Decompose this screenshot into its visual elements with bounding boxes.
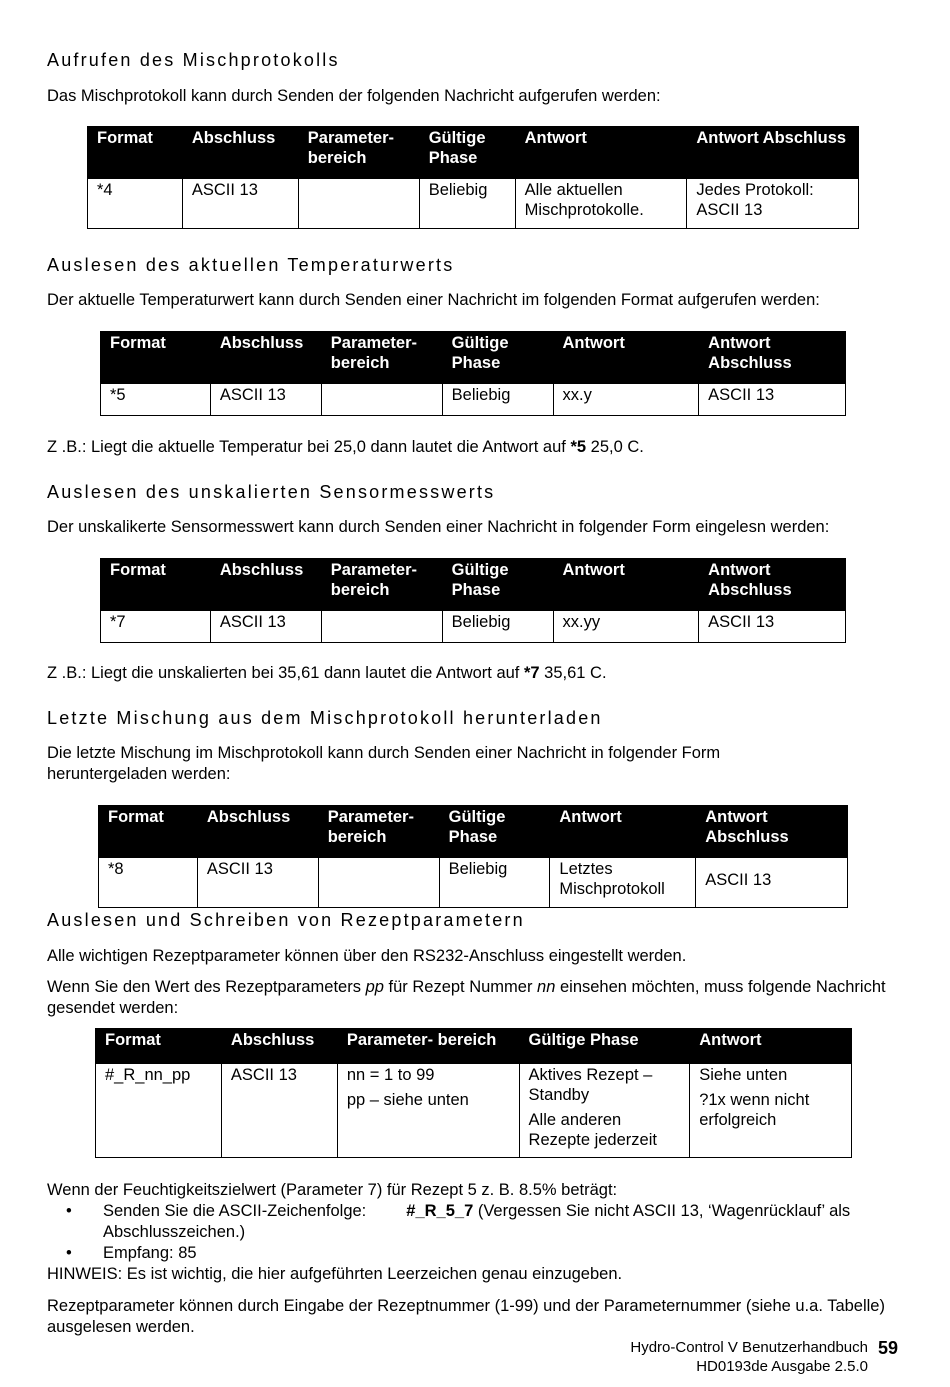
cell-format: *5	[101, 384, 211, 416]
antwort-siehe-unten: Siehe unten	[699, 1066, 788, 1084]
table-header-row	[101, 332, 846, 384]
table-row	[101, 384, 846, 416]
cell-format: *8	[99, 858, 198, 908]
example-command: *7	[523, 664, 540, 682]
footer-manual-title: Hydro-Control V Benutzerhandbuch	[630, 1339, 868, 1356]
cell-abschluss: ASCII 13	[197, 858, 318, 908]
table-header-row	[101, 559, 846, 611]
cell-abschluss: ASCII 13	[210, 384, 321, 416]
cell-parameterbereich	[321, 611, 442, 643]
list-item	[68, 1201, 898, 1243]
cell-antwort: xx.y	[553, 384, 699, 416]
list-item	[68, 1243, 898, 1264]
header-antwort: Antwort	[515, 127, 687, 179]
header-antwort: Antwort	[690, 1029, 852, 1064]
cell-abschluss: ASCII 13	[221, 1064, 337, 1158]
header-antwort-abschluss: Antwort Abschluss	[696, 806, 848, 858]
header-format: Format	[96, 1029, 222, 1064]
phase-andere-rezepte: Alle anderen Rezepte jederzeit	[528, 1111, 657, 1149]
header-abschluss: Abschluss	[221, 1029, 337, 1064]
heading-temperatur: Auslesen des aktuellen Temperaturwerts	[47, 255, 455, 275]
cell-abschluss: ASCII 13	[210, 611, 321, 643]
cell-gueltige-phase: Beliebig	[442, 611, 553, 643]
param-range-nn: nn = 1 to 99	[346, 1066, 435, 1084]
text-part: Wenn Sie den Wert des Rezeptparameters	[47, 978, 366, 996]
hinweis: HINWEIS: Es ist wichtig, die hier aufgeführten Leerzeichen genau einzugeben.	[47, 1265, 623, 1283]
cell-gueltige-phase: Beliebig	[419, 179, 515, 229]
phase-aktives-rezept: Aktives Rezept – Standby	[528, 1066, 653, 1104]
table-row	[96, 1064, 852, 1158]
header-parameterbereich: Parameter-bereich	[321, 559, 442, 611]
cell-antwort: Alle aktuellen Mischprotokolle.	[515, 179, 687, 229]
heading-sensormesswert: Auslesen des unskalierten Sensormesswerts	[47, 482, 496, 502]
example-temperatur	[47, 437, 907, 458]
cell-format: *7	[101, 611, 211, 643]
header-gueltige-phase: Gültige Phase	[419, 127, 515, 179]
intro-sensormesswert: Der unskalikerte Sensormesswert kann durch Senden einer Nachricht in folgender Form eingelesn werden:	[47, 518, 830, 536]
header-format: Format	[88, 127, 183, 179]
param-nn: nn	[537, 978, 556, 996]
header-parameterbereich: Parameter- bereich	[337, 1029, 519, 1064]
table-row	[101, 611, 846, 643]
table-header-row	[88, 127, 859, 179]
bullet-text	[103, 1201, 898, 1243]
example-command: *5	[570, 438, 587, 456]
header-antwort: Antwort	[553, 559, 699, 611]
header-antwort-abschluss: Antwort Abschluss	[699, 559, 846, 611]
table-mischprotokoll	[87, 126, 859, 229]
cell-parameterbereich	[321, 384, 442, 416]
heading-mischprotokoll: Aufrufen des Mischprotokolls	[47, 50, 340, 70]
header-format: Format	[101, 559, 211, 611]
cell-abschluss: ASCII 13	[182, 179, 298, 229]
cell-parameterbereich	[337, 1064, 519, 1158]
antwort-fehler: ?1x wenn nicht erfolgreich	[699, 1091, 810, 1129]
text-part: einsehen möchten, muss folgende Nachricht gesendet werden:	[47, 978, 886, 1017]
paragraph-rezept-auslesen: Rezeptparameter können durch Eingabe der Rezeptnummer (1-99) und der Parameternummer (siehe u.a. Tabelle) ausgelesen werden.	[47, 1297, 885, 1336]
table-letzte-mischung	[98, 805, 848, 908]
table-header-row	[99, 806, 848, 858]
paragraph-rezept-abfrage	[47, 977, 887, 1019]
header-abschluss: Abschluss	[182, 127, 298, 179]
cell-antwort-abschluss: ASCII 13	[699, 384, 846, 416]
bullet-text: Empfang: 85	[103, 1244, 197, 1262]
cell-antwort-abschluss: Jedes Protokoll: ASCII 13	[687, 179, 859, 229]
cell-antwort: Letztes Mischprotokoll	[550, 858, 696, 908]
example-text: Z .B.: Liegt die unskalierten bei 35,61 dann lautet die Antwort auf	[47, 664, 524, 682]
intro-temperatur: Der aktuelle Temperaturwert kann durch Senden einer Nachricht im folgenden Format aufgerufen werden:	[47, 291, 820, 309]
heading-letzte-mischung: Letzte Mischung aus dem Mischprotokoll herunterladen	[47, 708, 603, 728]
header-gueltige-phase: Gültige Phase	[442, 559, 553, 611]
header-abschluss: Abschluss	[210, 559, 321, 611]
table-rezeptparameter	[95, 1028, 852, 1158]
bullet-icon: •	[66, 1202, 72, 1220]
table-sensormesswert	[100, 558, 846, 643]
text-part: (Vergessen Sie nicht ASCII 13, ‘Wagenrücklauf’ als Abschlusszeichen.)	[103, 1202, 851, 1241]
header-format: Format	[101, 332, 211, 384]
cell-gueltige-phase: Beliebig	[439, 858, 550, 908]
example-text: Z .B.: Liegt die aktuelle Temperatur bei 25,0 dann lautet die Antwort auf	[47, 438, 571, 456]
paragraph-rezept-rs232: Alle wichtigen Rezeptparameter können über den RS232-Anschluss eingestellt werden.	[47, 947, 687, 965]
page-number: 59	[878, 1338, 899, 1358]
header-gueltige-phase: Gültige Phase	[519, 1029, 690, 1064]
param-pp: pp	[365, 978, 384, 996]
example-sensormesswert	[47, 663, 907, 684]
paragraph-beispiel: Wenn der Feuchtigkeitszielwert (Parameter 7) für Rezept 5 z. B. 8.5% beträgt:	[47, 1181, 618, 1199]
cell-gueltige-phase: Beliebig	[442, 384, 553, 416]
param-range-pp: pp – siehe unten	[346, 1091, 469, 1109]
header-abschluss: Abschluss	[197, 806, 318, 858]
command-string: #_R_5_7	[406, 1202, 474, 1220]
intro-letzte-mischung: Die letzte Mischung im Mischprotokoll kann durch Senden einer Nachricht in folgender Form heruntergeladen werden:	[47, 744, 721, 783]
header-antwort-abschluss: Antwort Abschluss	[687, 127, 859, 179]
heading-rezeptparameter: Auslesen und Schreiben von Rezeptparametern	[47, 910, 525, 930]
header-parameterbereich: Parameter-bereich	[318, 806, 439, 858]
table-row	[88, 179, 859, 229]
cell-antwort-abschluss: ASCII 13	[699, 611, 846, 643]
header-gueltige-phase: Gültige Phase	[442, 332, 553, 384]
cell-antwort-abschluss: ASCII 13	[696, 858, 848, 908]
cell-format: #_R_nn_pp	[96, 1064, 222, 1158]
header-gueltige-phase: Gültige Phase	[439, 806, 550, 858]
header-parameterbereich: Parameter-bereich	[298, 127, 419, 179]
cell-parameterbereich	[298, 179, 419, 229]
table-row	[99, 858, 848, 908]
table-temperatur	[100, 331, 846, 416]
header-format: Format	[99, 806, 198, 858]
cell-format: *4	[88, 179, 183, 229]
intro-mischprotokoll: Das Mischprotokoll kann durch Senden der folgenden Nachricht aufgerufen werden:	[47, 87, 661, 105]
cell-antwort: xx.yy	[553, 611, 699, 643]
cell-antwort	[690, 1064, 852, 1158]
header-parameterbereich: Parameter-bereich	[321, 332, 442, 384]
header-antwort: Antwort	[550, 806, 696, 858]
example-text-end: 35,61 C.	[539, 664, 607, 682]
table-header-row	[96, 1029, 852, 1064]
example-text-end: 25,0 C.	[586, 438, 644, 456]
cell-parameterbereich	[318, 858, 439, 908]
cell-gueltige-phase	[519, 1064, 690, 1158]
bullet-icon: •	[66, 1244, 72, 1262]
text-part: für Rezept Nummer	[383, 978, 538, 996]
header-antwort: Antwort	[553, 332, 699, 384]
header-abschluss: Abschluss	[210, 332, 321, 384]
footer-edition: HD0193de Ausgabe 2.5.0	[696, 1358, 868, 1375]
text-part: Senden Sie die ASCII-Zeichenfolge:	[103, 1202, 367, 1220]
header-antwort-abschluss: Antwort Abschluss	[699, 332, 846, 384]
